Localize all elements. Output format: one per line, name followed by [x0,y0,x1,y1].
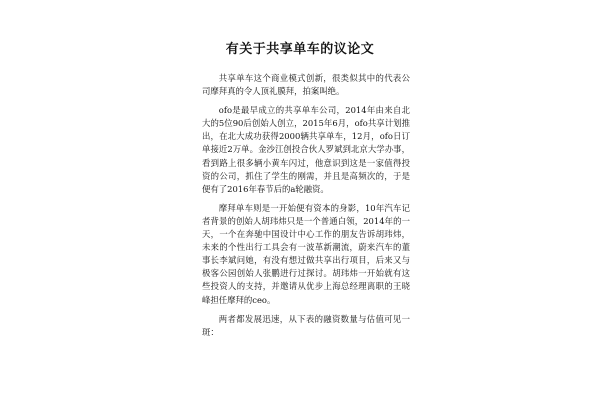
document-title: 有关于共享单车的议论文 [225,42,375,57]
paragraph-4: 两者都发展迅速，从下表的融资数量与估值可见一斑： [202,313,410,337]
paragraph-1: 共享单车这个商业模式创新，很类似其中的代表公司摩拜真的令人顶礼膜拜，拍案叫绝。 [202,73,410,97]
document-body [202,72,410,345]
paragraph-2: ofo是最早成立的共享单车公司，2014年由来自北大的5位90后创始人创立，2015年6月，ofo共享计划推出，在北大成功获得2000辆共享单车，12月，ofo日订单接近2万单。金沙江创投合伙人罗斌到北京大学办事，看到路上很多辆小黄车闪过，他意识到这是一家值得投资的公司，抓住了学生的刚需，并且是高频次的，于是便有了2016年春节后的a轮融资。 [202,105,410,194]
paragraph-3: 摩拜单车则是一开始便有资本的身影，10年汽车记者背景的创始人胡玮炜只是一个普通白领，2014年的一天，一个在奔驰中国设计中心工作的朋友告诉胡玮炜，未来的个性出行工具会有一波革新潮流，蔚来汽车的董事长李斌问她，有没有想过做共享出行项目，后来又与极客公园创始人张鹏进行过探讨。胡玮炜一开始就有这些投资人的支持，并邀请从优步上海总经理离职的王晓峰担任摩拜的ceo。 [202,202,410,305]
